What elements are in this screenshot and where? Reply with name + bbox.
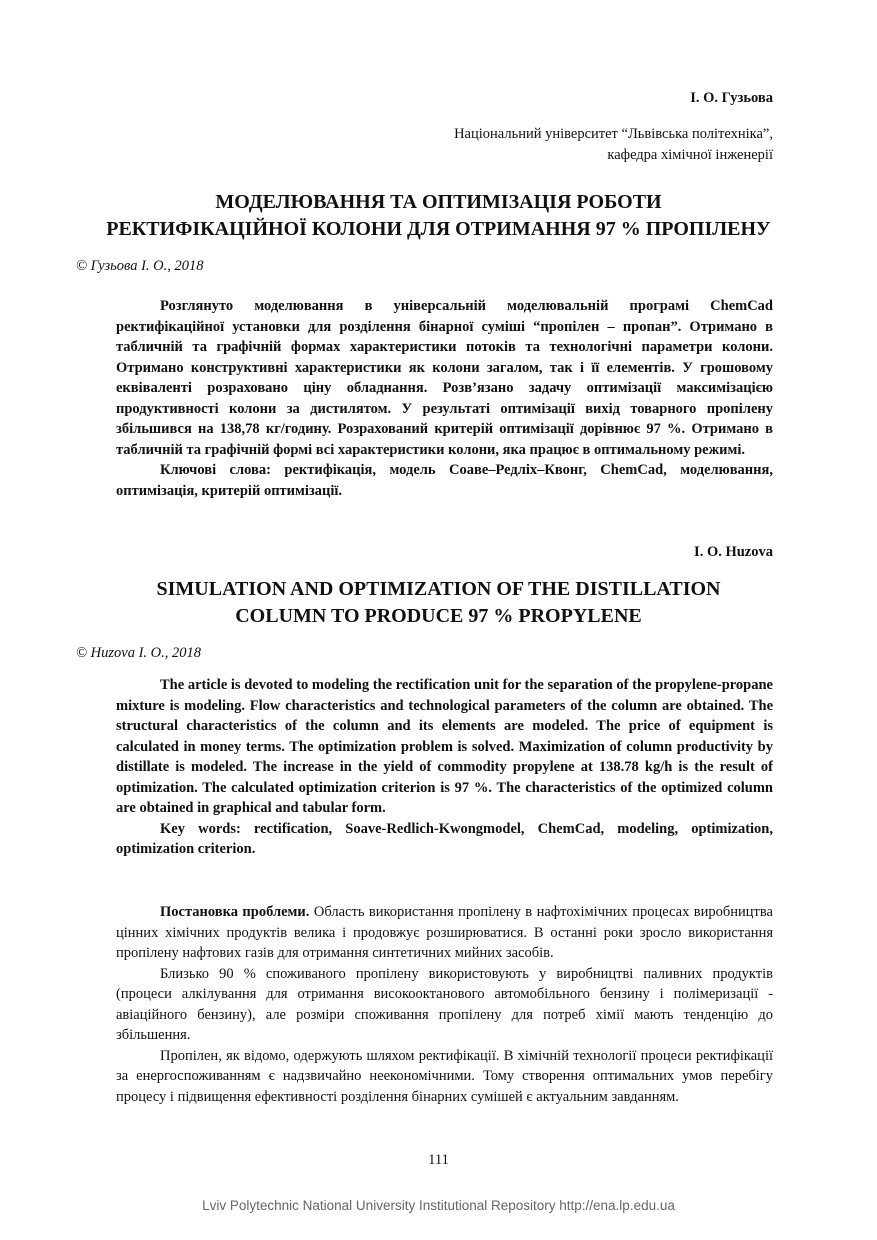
page-number: 111 [428, 1152, 449, 1168]
title-ua [60, 189, 817, 243]
title-ua-line-1: МОДЕЛЮВАННЯ ТА ОПТИМІЗАЦІЯ РОБОТИ [215, 191, 662, 213]
author-en: I. O. Huzova [694, 544, 773, 560]
paragraph-3: Пропілен, як відомо, одержують шляхом ректифікації. В хімічній технології процеси ректифікації за енергоспоживанням є надзвичайно неекономічними. Тому створення оптимальних умов перебігу процесу і підвищення ефективності розділення бінарних сумішей є актуальним завданням. [116, 1047, 773, 1105]
copyright-ua: © Гузьова І. О., 2018 [76, 258, 204, 274]
title-ua-line-2: РЕКТИФІКАЦІЙНОЇ КОЛОНИ ДЛЯ ОТРИМАННЯ 97 % ПРОПІЛЕНУ [106, 218, 771, 240]
paragraph-1-text: Область використання пропілену в нафтохімічних процесах виробництва цінних хімічних продуктів велика і продовжує розширюватися. В останні роки зросло використання пропілену нафтових газів для отримання синтетичних мийних засобів. [116, 904, 773, 961]
abstract-ua-text: Розглянуто моделювання в універсальній моделювальній програмі ChemCad ректифікаційної установки для розділення бінарної суміші “пропілен – пропан”. Отримано в табличній та графічній формах характеристики потоків та технологічні параметри колони. Отримано конструктивні характеристики як колони загалом, так і її елементів. У грошовому еквіваленті розраховано ціну обладнання. Розв’язано задачу оптимізації максимізацією продуктивності колони за дистилятом. У результаті оптимізації вихід товарного пропілену збільшився на 138,78 кг/годину. Розрахований критерій оптимізації дорівнює 97 %. Отримано в табличній та графічній формі всі характеристики колони, яка працює в оптимальному режимі. [116, 298, 773, 458]
title-en-line-1: SIMULATION AND OPTIMIZATION OF THE DISTILLATION [156, 578, 721, 600]
affiliation-line-1: Національний університет “Львівська політехніка”, [454, 126, 773, 142]
paragraph-1 [116, 902, 773, 964]
paragraph-2: Близько 90 % споживаного пропілену використовують у виробництві паливних продуктів (процеси алкілування для отримання високооктанового автомобільного бензину і полімеризації - авіаційного бензину), але розміри споживання пропілену для потреб хімії мають тенденцію до збільшення. [116, 965, 773, 1043]
affiliation-line-2: кафедра хімічної інженерії [607, 147, 773, 163]
paragraph-1-lead: Постановка проблеми. [160, 904, 310, 920]
abstract-en-text: The article is devoted to modeling the rectification unit for the separation of the propylene-propane mixture is modeling. Flow characteristics and technological parameters of the column are obtained. The structural characteristics of the column and its elements are modeled. The price of equipment is calculated in money terms. The optimization problem is solved. Maximization of column productivity by distillate is modeled. The increase in the yield of commodity propylene at 138.78 kg/h is the result of optimization. The calculated optimization criterion is 97 %. The characteristics of the optimized column are obtained in graphical and tabular form. [116, 677, 773, 816]
keywords-ua: Ключові слова: ректифікація, модель Соаве–Редліх–Квонг, ChemCad, моделювання, оптимізація, критерій оптимізації. [116, 462, 773, 499]
abstract-ua [116, 296, 773, 501]
abstract-en [116, 675, 773, 860]
title-en [60, 576, 817, 630]
repository-footer: Lviv Polytechnic National University Institutional Repository http://ena.lp.edu.ua [202, 1198, 675, 1213]
author-ua: І. О. Гузьова [690, 90, 773, 106]
title-en-line-2: COLUMN TO PRODUCE 97 % PROPYLENE [235, 605, 642, 627]
affiliation [454, 124, 773, 166]
copyright-en: © Huzova I. O., 2018 [76, 645, 201, 661]
keywords-en: Key words: rectification, Soave-Redlich-Kwongmodel, ChemCad, modeling, optimization, optimization criterion. [116, 820, 773, 857]
body-text [116, 902, 773, 1107]
